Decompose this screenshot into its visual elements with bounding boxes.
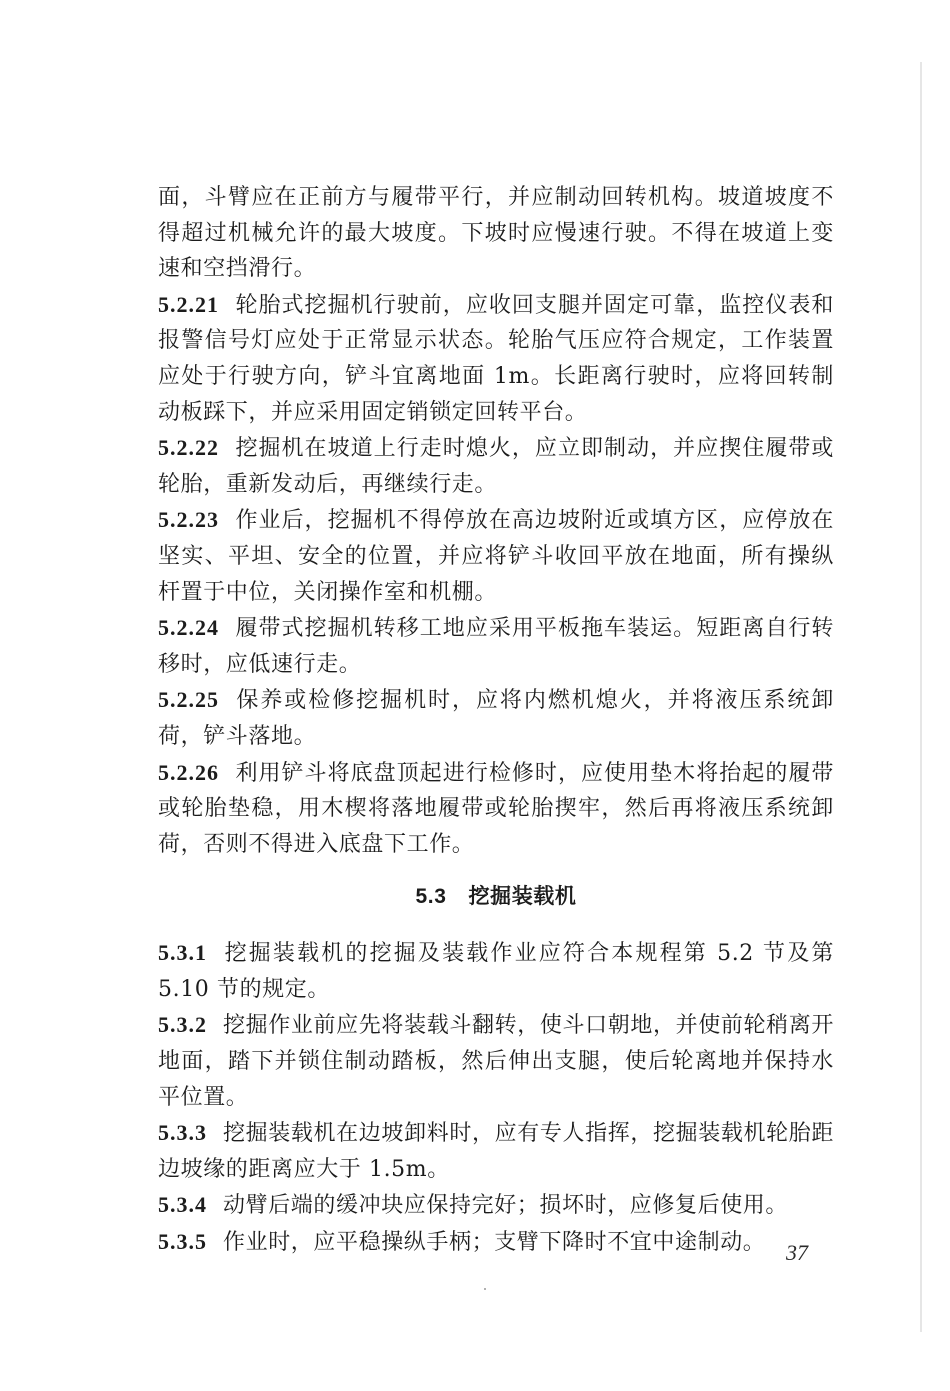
clause-5-3-4: [158, 1187, 834, 1224]
clause-number: 5.3.2: [158, 1012, 207, 1038]
clause-number: 5.2.22: [158, 435, 219, 461]
clause-text: 作业后，挖掘机不得停放在高边坡附近或填方区，应停放在坚实、平坦、安全的位置，并应将铲斗收回平放在地面，所有操纵杆置于中位，关闭操作室和机棚。: [158, 508, 834, 605]
clause-number: 5.3.5: [158, 1229, 207, 1255]
clause-number: 5.3.3: [158, 1120, 207, 1146]
clause-5-2-24: [158, 610, 834, 682]
clause-5-2-25: [158, 682, 834, 754]
section-heading: [158, 880, 834, 913]
page-number: 37: [786, 1240, 808, 1265]
clause-number: 5.2.25: [158, 687, 219, 713]
clause-5-3-2: [158, 1007, 834, 1115]
section-title: 挖掘装载机: [468, 884, 577, 909]
paragraph-continuation: [158, 180, 834, 287]
clause-number: 5.3.1: [158, 940, 207, 966]
clause-text: 挖掘装载机在边坡卸料时，应有专人指挥，挖掘装载机轮胎距边坡缘的距离应大于 1.5m。: [158, 1121, 834, 1182]
clause-number: 5.2.24: [158, 615, 219, 641]
section-number: 5.3: [415, 885, 447, 909]
clause-text: 挖掘装载机的挖掘及装载作业应符合本规程第 5.2 节及第 5.10 节的规定。: [158, 941, 834, 1002]
clause-5-2-26: [158, 755, 834, 863]
clause-text: 挖掘作业前应先将装载斗翻转，使斗口朝地，并使前轮稍离开地面，踏下并锁住制动踏板，然后伸出支腿，使后轮离地并保持水平位置。: [158, 1013, 834, 1110]
clause-5-3-1: [158, 935, 834, 1007]
clause-text: 动臂后端的缓冲块应保持完好；损坏时，应修复后使用。: [223, 1193, 789, 1219]
clause-text: 保养或检修挖掘机时，应将内燃机熄火，并将液压系统卸荷，铲斗落地。: [158, 688, 834, 749]
clause-5-2-23: [158, 502, 834, 610]
clause-5-3-3: [158, 1115, 834, 1187]
scan-speck: [484, 1288, 486, 1290]
paragraph-text: 面，斗臂应在正前方与履带平行，并应制动回转机构。坡道坡度不得超过机械允许的最大坡度。下坡时应慢速行驶。不得在坡道上变速和空挡滑行。: [158, 185, 834, 282]
clause-text: 履带式挖掘机转移工地应采用平板拖车装运。短距离自行转移时，应低速行走。: [158, 616, 834, 677]
clause-5-3-5: [158, 1224, 834, 1261]
clause-number: 5.2.26: [158, 759, 219, 785]
clause-text: 挖掘机在坡道上行走时熄火，应立即制动，并应揳住履带或轮胎，重新发动后，再继续行走。: [158, 436, 834, 497]
clause-5-2-21: [158, 287, 834, 430]
clause-text: 利用铲斗将底盘顶起进行检修时，应使用垫木将抬起的履带或轮胎垫稳，用木楔将落地履带或轮胎揳牢，然后再将液压系统卸荷，否则不得进入底盘下工作。: [158, 760, 834, 857]
clause-number: 5.2.21: [158, 291, 219, 317]
clause-text: 作业时，应平稳操纵手柄；支臂下降时不宜中途制动。: [223, 1230, 766, 1256]
page-edge-line: [920, 62, 922, 1332]
clause-text: 轮胎式挖掘机行驶前，应收回支腿并固定可靠，监控仪表和报警信号灯应处于正常显示状态。轮胎气压应符合规定，工作装置应处于行驶方向，铲斗宜离地面 1m。长距离行驶时，应将回转制动板踩下，并应采用固定销锁定回转平台。: [158, 292, 834, 425]
document-body: [158, 180, 834, 1261]
clause-number: 5.2.23: [158, 507, 219, 533]
clause-number: 5.3.4: [158, 1192, 207, 1218]
clause-5-2-22: [158, 430, 834, 502]
